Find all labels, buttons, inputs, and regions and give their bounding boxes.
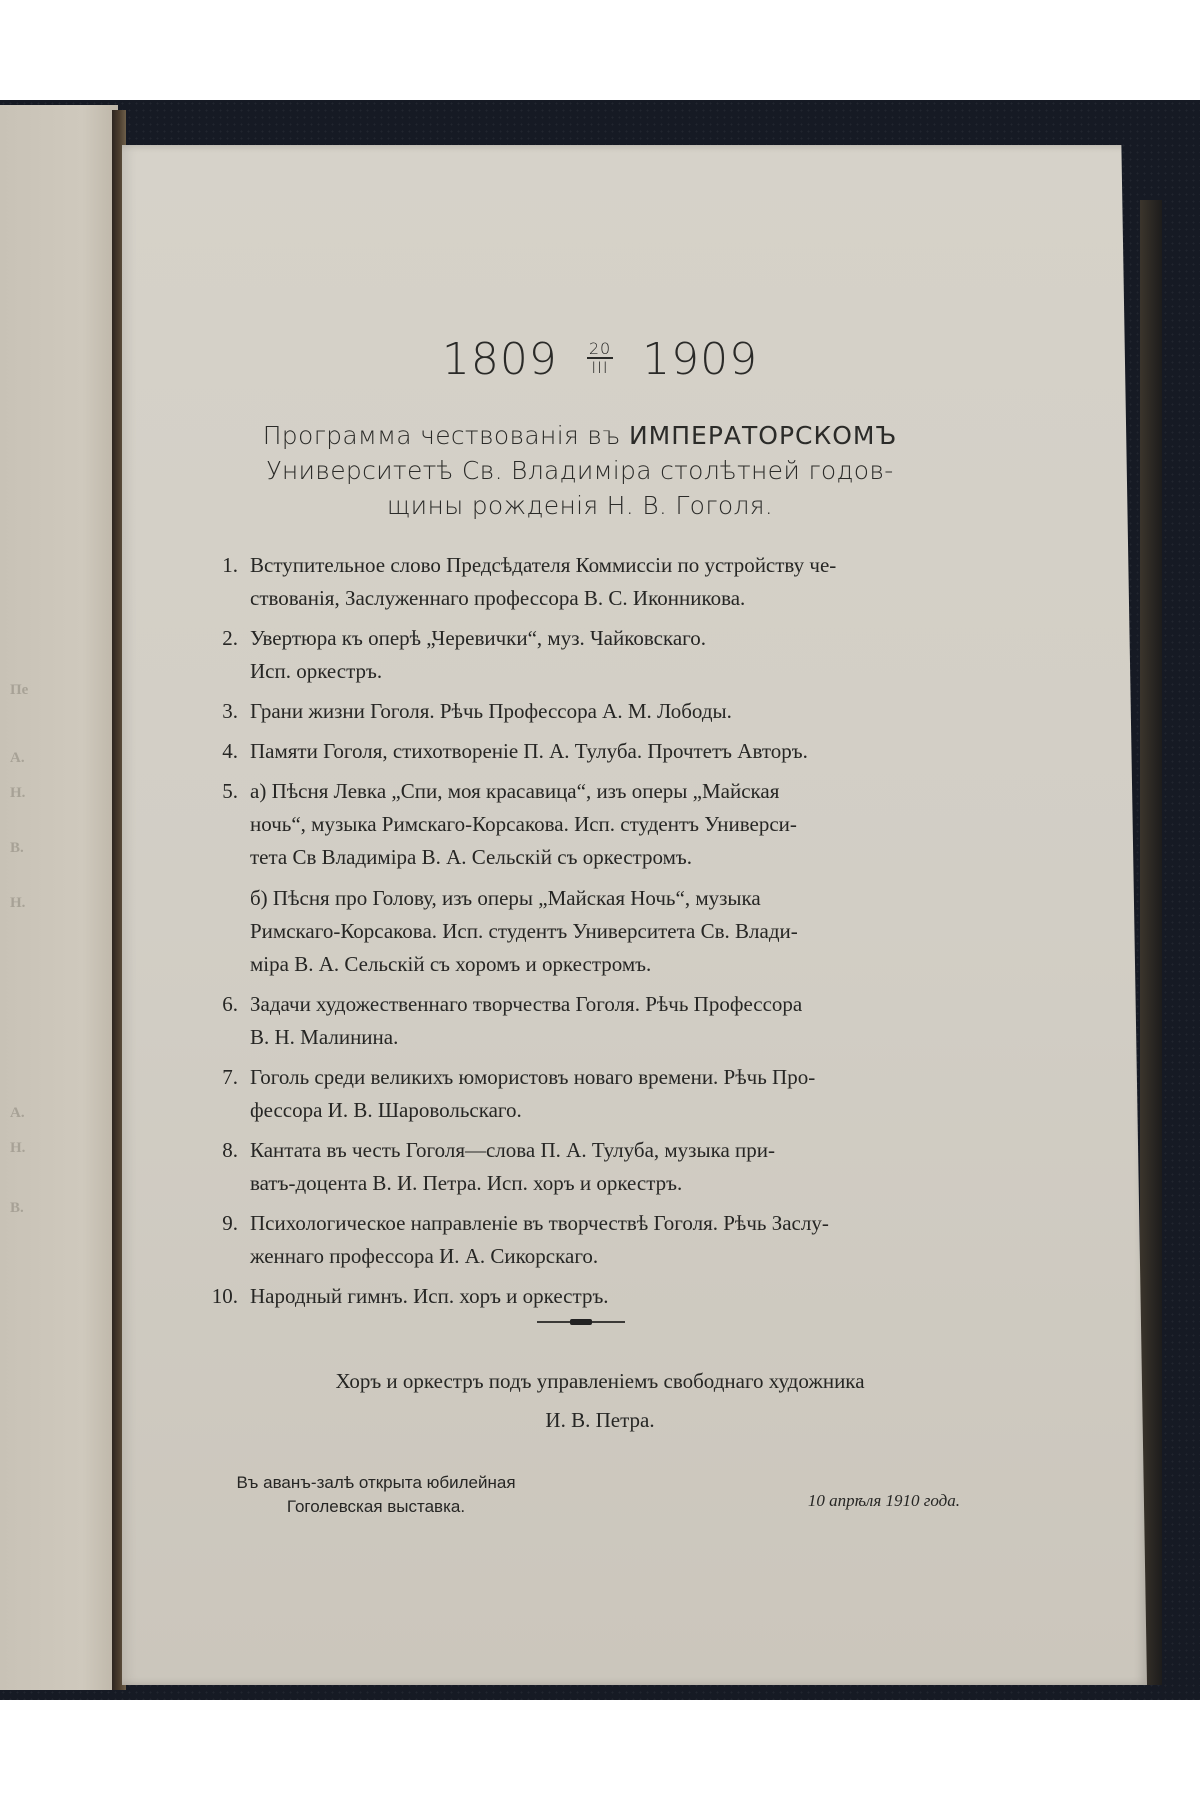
item-line: Грани жизни Гоголя. Рѣчь Профессора А. М. Лободы. bbox=[250, 699, 732, 723]
ghost-text: Пе bbox=[10, 682, 29, 698]
title-prefix: Программа чествованія въ bbox=[262, 421, 629, 450]
item-line: Исп. оркестръ. bbox=[250, 659, 383, 683]
ghost-text: Н. bbox=[10, 785, 26, 801]
item-line: ватъ-доцента В. И. Петра. Исп. хоръ и оркестръ. bbox=[250, 1171, 683, 1195]
item-number: 10. bbox=[211, 1284, 238, 1308]
item-line: Увертюра къ оперѣ „Черевички“, муз. Чайковскаго. bbox=[250, 626, 707, 650]
ornamental-divider-center bbox=[570, 1319, 592, 1325]
program-item-10 bbox=[198, 1280, 973, 1313]
item-line: Гоголь среди великихъ юмористовъ новаго времени. Рѣчь Про- bbox=[250, 1065, 816, 1089]
ghost-text: А. bbox=[10, 1105, 25, 1121]
item-line: а) Пѣсня Левка „Спи, моя красавица“, изъ оперы „Майская bbox=[250, 779, 780, 803]
program-item-9 bbox=[198, 1207, 973, 1273]
item-line: женнаго профессора И. А. Сикорскаго. bbox=[250, 1244, 599, 1268]
item-number: 1. bbox=[222, 553, 238, 577]
title-line-1 bbox=[190, 418, 970, 453]
conductor-line-2: И. В. Петра. bbox=[545, 1408, 655, 1432]
item-line: Народный гимнъ. Исп. хоръ и оркестръ. bbox=[250, 1284, 609, 1308]
program-item-2 bbox=[198, 622, 973, 688]
item-number: 9. bbox=[222, 1211, 238, 1235]
item-line: В. Н. Малинина. bbox=[250, 1025, 399, 1049]
item-line: фессора И. В. Шаровольскаго. bbox=[250, 1098, 522, 1122]
item-line: тета Св Владиміра В. А. Сельскій съ оркестромъ. bbox=[250, 845, 692, 869]
item-number: 8. bbox=[222, 1138, 238, 1162]
item-line: Памяти Гоголя, стихотвореніе П. А. Тулуба. Прочтетъ Авторъ. bbox=[250, 739, 808, 763]
item-number: 5. bbox=[222, 779, 238, 803]
program-item-4 bbox=[198, 735, 973, 768]
item-number: 2. bbox=[222, 626, 238, 650]
item-line: Кантата въ честь Гоголя—слова П. А. Тулуба, музыка при- bbox=[250, 1138, 776, 1162]
ghost-text: Н. bbox=[10, 895, 26, 911]
anniversary-years bbox=[0, 334, 1200, 385]
year-start: 1809 bbox=[441, 334, 558, 385]
item-line: ночь“, музыка Римскаго-Корсакова. Исп. студентъ Универси- bbox=[250, 812, 797, 836]
year-end: 1909 bbox=[642, 334, 759, 385]
program-item-7 bbox=[198, 1061, 973, 1127]
item-line: міра В. А. Сельскій съ хоромъ и оркестромъ. bbox=[250, 952, 652, 976]
exhibition-line-2: Гоголевская выставка. bbox=[286, 1497, 466, 1516]
item-number: 3. bbox=[222, 699, 238, 723]
program-item-5b bbox=[250, 882, 973, 981]
program-items bbox=[198, 549, 973, 1320]
item-line: б) Пѣсня про Голову, изъ оперы „Майская Ночь“, музыка bbox=[250, 886, 761, 910]
birth-date-fraction bbox=[587, 340, 613, 376]
title-line-3: щины рожденія Н. В. Гоголя. bbox=[386, 491, 774, 520]
ghost-text: В. bbox=[10, 840, 24, 856]
program-item-3 bbox=[198, 695, 973, 728]
program-item-1 bbox=[198, 549, 973, 615]
ghost-text: А. bbox=[10, 750, 25, 766]
conductor-note bbox=[0, 1362, 1200, 1440]
item-number: 7. bbox=[222, 1065, 238, 1089]
item-line: Психологическое направленіе въ творчествѣ Гоголя. Рѣчь Заслу- bbox=[250, 1211, 829, 1235]
item-number: 6. bbox=[222, 992, 238, 1016]
title-imperial: ИМПЕРАТОРСКОМЪ bbox=[628, 421, 898, 450]
program-item-8 bbox=[198, 1134, 973, 1200]
item-line: ствованія, Заслуженнаго профессора В. С. Иконникова. bbox=[250, 586, 746, 610]
exhibition-line-1: Въ аванъ-залѣ открыта юбилейная bbox=[236, 1473, 516, 1492]
ghost-text: В. bbox=[10, 1200, 24, 1216]
item-line: Римскаго-Корсакова. Исп. студентъ Университета Св. Влади- bbox=[250, 919, 798, 943]
conductor-line-1: Хоръ и оркестръ подъ управленіемъ свободнаго художника bbox=[335, 1369, 865, 1393]
item-number: 4. bbox=[222, 739, 238, 763]
program-item-6 bbox=[198, 988, 973, 1054]
item-line: Задачи художественнаго творчества Гоголя. Рѣчь Профессора bbox=[250, 992, 803, 1016]
program-item-5 bbox=[198, 775, 973, 981]
program-title bbox=[190, 418, 970, 523]
birth-month: III bbox=[591, 358, 609, 377]
ghost-text: Н. bbox=[10, 1140, 26, 1156]
program-date: 10 апрѣля 1910 года. bbox=[807, 1491, 960, 1510]
birth-day: 20 bbox=[588, 339, 612, 358]
exhibition-note bbox=[186, 1471, 566, 1519]
item-line: Вступительное слово Предсѣдателя Коммиссіи по устройству че- bbox=[250, 553, 837, 577]
title-line-2: Университетѣ Св. Владиміра столѣтней годов- bbox=[266, 456, 894, 485]
